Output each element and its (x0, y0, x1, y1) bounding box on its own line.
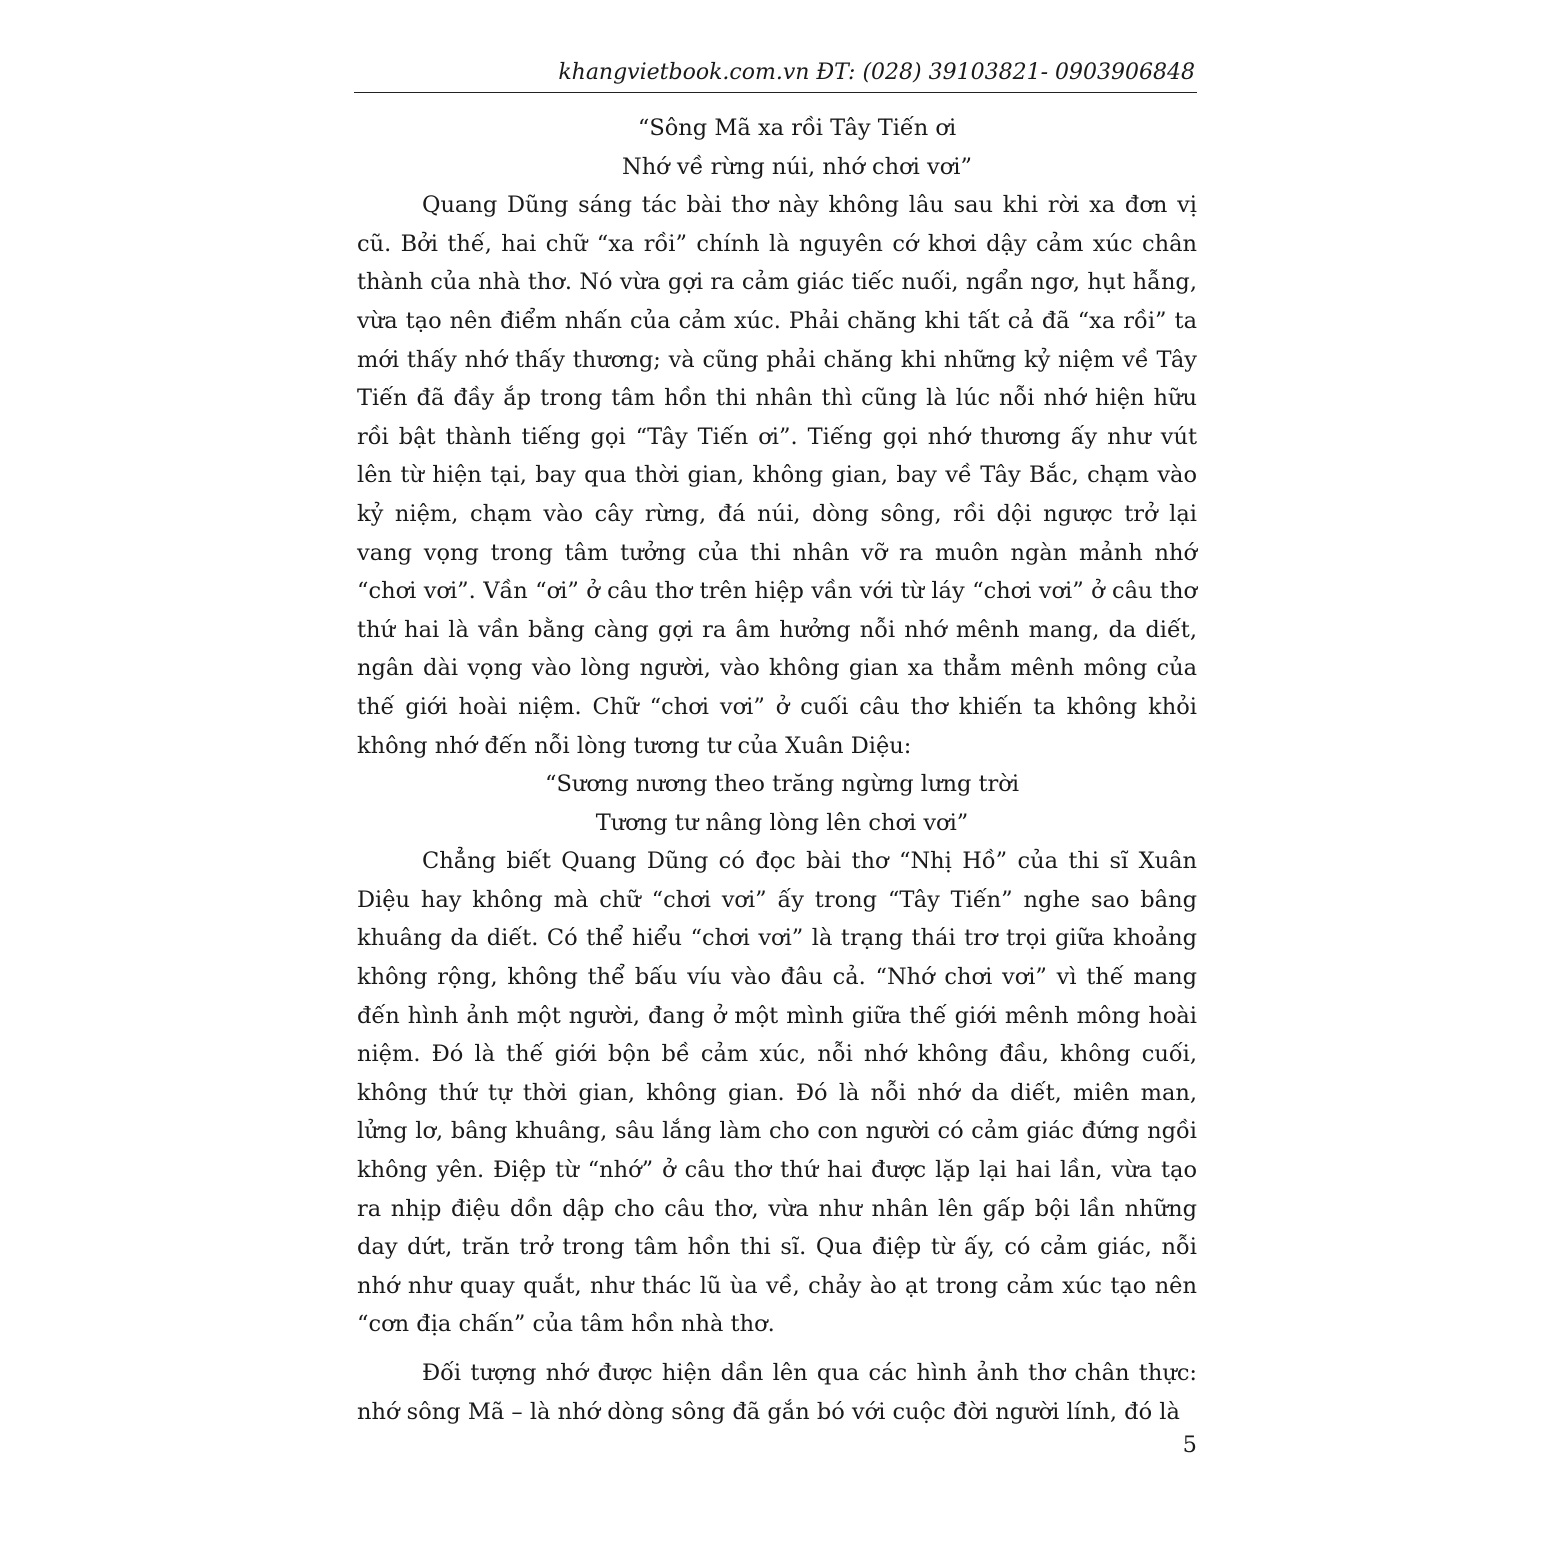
verse-line: “Sương nương theo trăng ngừng lưng trời (544, 771, 1020, 798)
page-header: khangvietbook.com.vn ĐT: (028) 39103821- 0903906848 (354, 58, 1197, 93)
body-paragraph: Đối tượng nhớ được hiện dần lên qua các hình ảnh thơ chân thực: nhớ sông Mã – là nhớ dòng sông đã gắn bó với cuộc đời người lính, đó là (357, 1360, 1197, 1425)
body-paragraph: Chẳng biết Quang Dũng có đọc bài thơ “Nhị Hồ” của thi sĩ Xuân Diệu hay không mà chữ “chơi vơi” ấy trong “Tây Tiến” nghe sao bâng khuâng da diết. Có thể hiểu “chơi vơi” là trạng thái trơ trọi giữa khoảng không rộng, không thể bấu víu vào đâu cả. “Nhớ chơi vơi” vì thế mang đến hình ảnh một người, đang ở một mình giữa thế giới mênh mông hoài niệm. Đó là thế giới bộn bề cảm xúc, nỗi nhớ không đầu, không cuối, không thứ tự thời gian, không gian. Đó là nỗi nhớ da diết, miên man, lửng lơ, bâng khuâng, sâu lắng làm cho con người có cảm giác đứng ngồi không yên. Điệp từ “nhớ” ở câu thơ thứ hai được lặp lại hai lần, vừa tạo ra nhịp điệu dồn dập cho câu thơ, vừa như nhân lên gấp bội lần những day dứt, trăn trở trong tâm hồn thi sĩ. Qua điệp từ ấy, có cảm giác, nỗi nhớ như quay quắt, như thác lũ ùa về, chảy ào ạt trong cảm xúc tạo nên “cơn địa chấn” của tâm hồn nhà thơ. (357, 848, 1197, 1338)
book-page (357, 58, 1197, 1478)
verse-quote-1 (357, 109, 1197, 186)
verse-line: Tương tư nâng lòng lên chơi vơi” (595, 809, 969, 836)
page-content (357, 109, 1197, 1431)
verse-line: Nhớ về rừng núi, nhớ chơi vơi” (622, 153, 972, 180)
page-number: 5 (1182, 1432, 1197, 1458)
verse-line: “Sông Mã xa rồi Tây Tiến ơi (637, 115, 957, 141)
body-paragraph: Quang Dũng sáng tác bài thơ này không lâu sau khi rời xa đơn vị cũ. Bởi thế, hai chữ “xa rồi” chính là nguyên cớ khơi dậy cảm xúc chân thành của nhà thơ. Nó vừa gợi ra cảm giác tiếc nuối, ngẩn ngơ, hụt hẫng, vừa tạo nên điểm nhấn của cảm xúc. Phải chăng khi tất cả đã “xa rồi” ta mới thấy nhớ thấy thương; và cũng phải chăng khi những kỷ niệm về Tây Tiến đã đầy ắp trong tâm hồn thi nhân thì cũng là lúc nỗi nhớ hiện hữu rồi bật thành tiếng gọi “Tây Tiến ơi”. Tiếng gọi nhớ thương ấy như vút lên từ hiện tại, bay qua thời gian, không gian, bay về Tây Bắc, chạm vào kỷ niệm, chạm vào cây rừng, đá núi, dòng sông, rồi dội ngược trở lại vang vọng trong tâm tưởng của thi nhân vỡ ra muôn ngàn mảnh nhớ “chơi vơi”. Vần “ơi” ở câu thơ trên hiệp vần với từ láy “chơi vơi” ở câu thơ thứ hai là vần bằng càng gợi ra âm hưởng nỗi nhớ mênh mang, da diết, ngân dài vọng vào lòng người, vào không gian xa thẳm mênh mông của thế giới hoài niệm. Chữ “chơi vơi” ở cuối câu thơ khiến ta không khỏi không nhớ đến nỗi lòng tương tư của Xuân Diệu: (357, 192, 1197, 759)
verse-quote-2 (357, 765, 1197, 842)
